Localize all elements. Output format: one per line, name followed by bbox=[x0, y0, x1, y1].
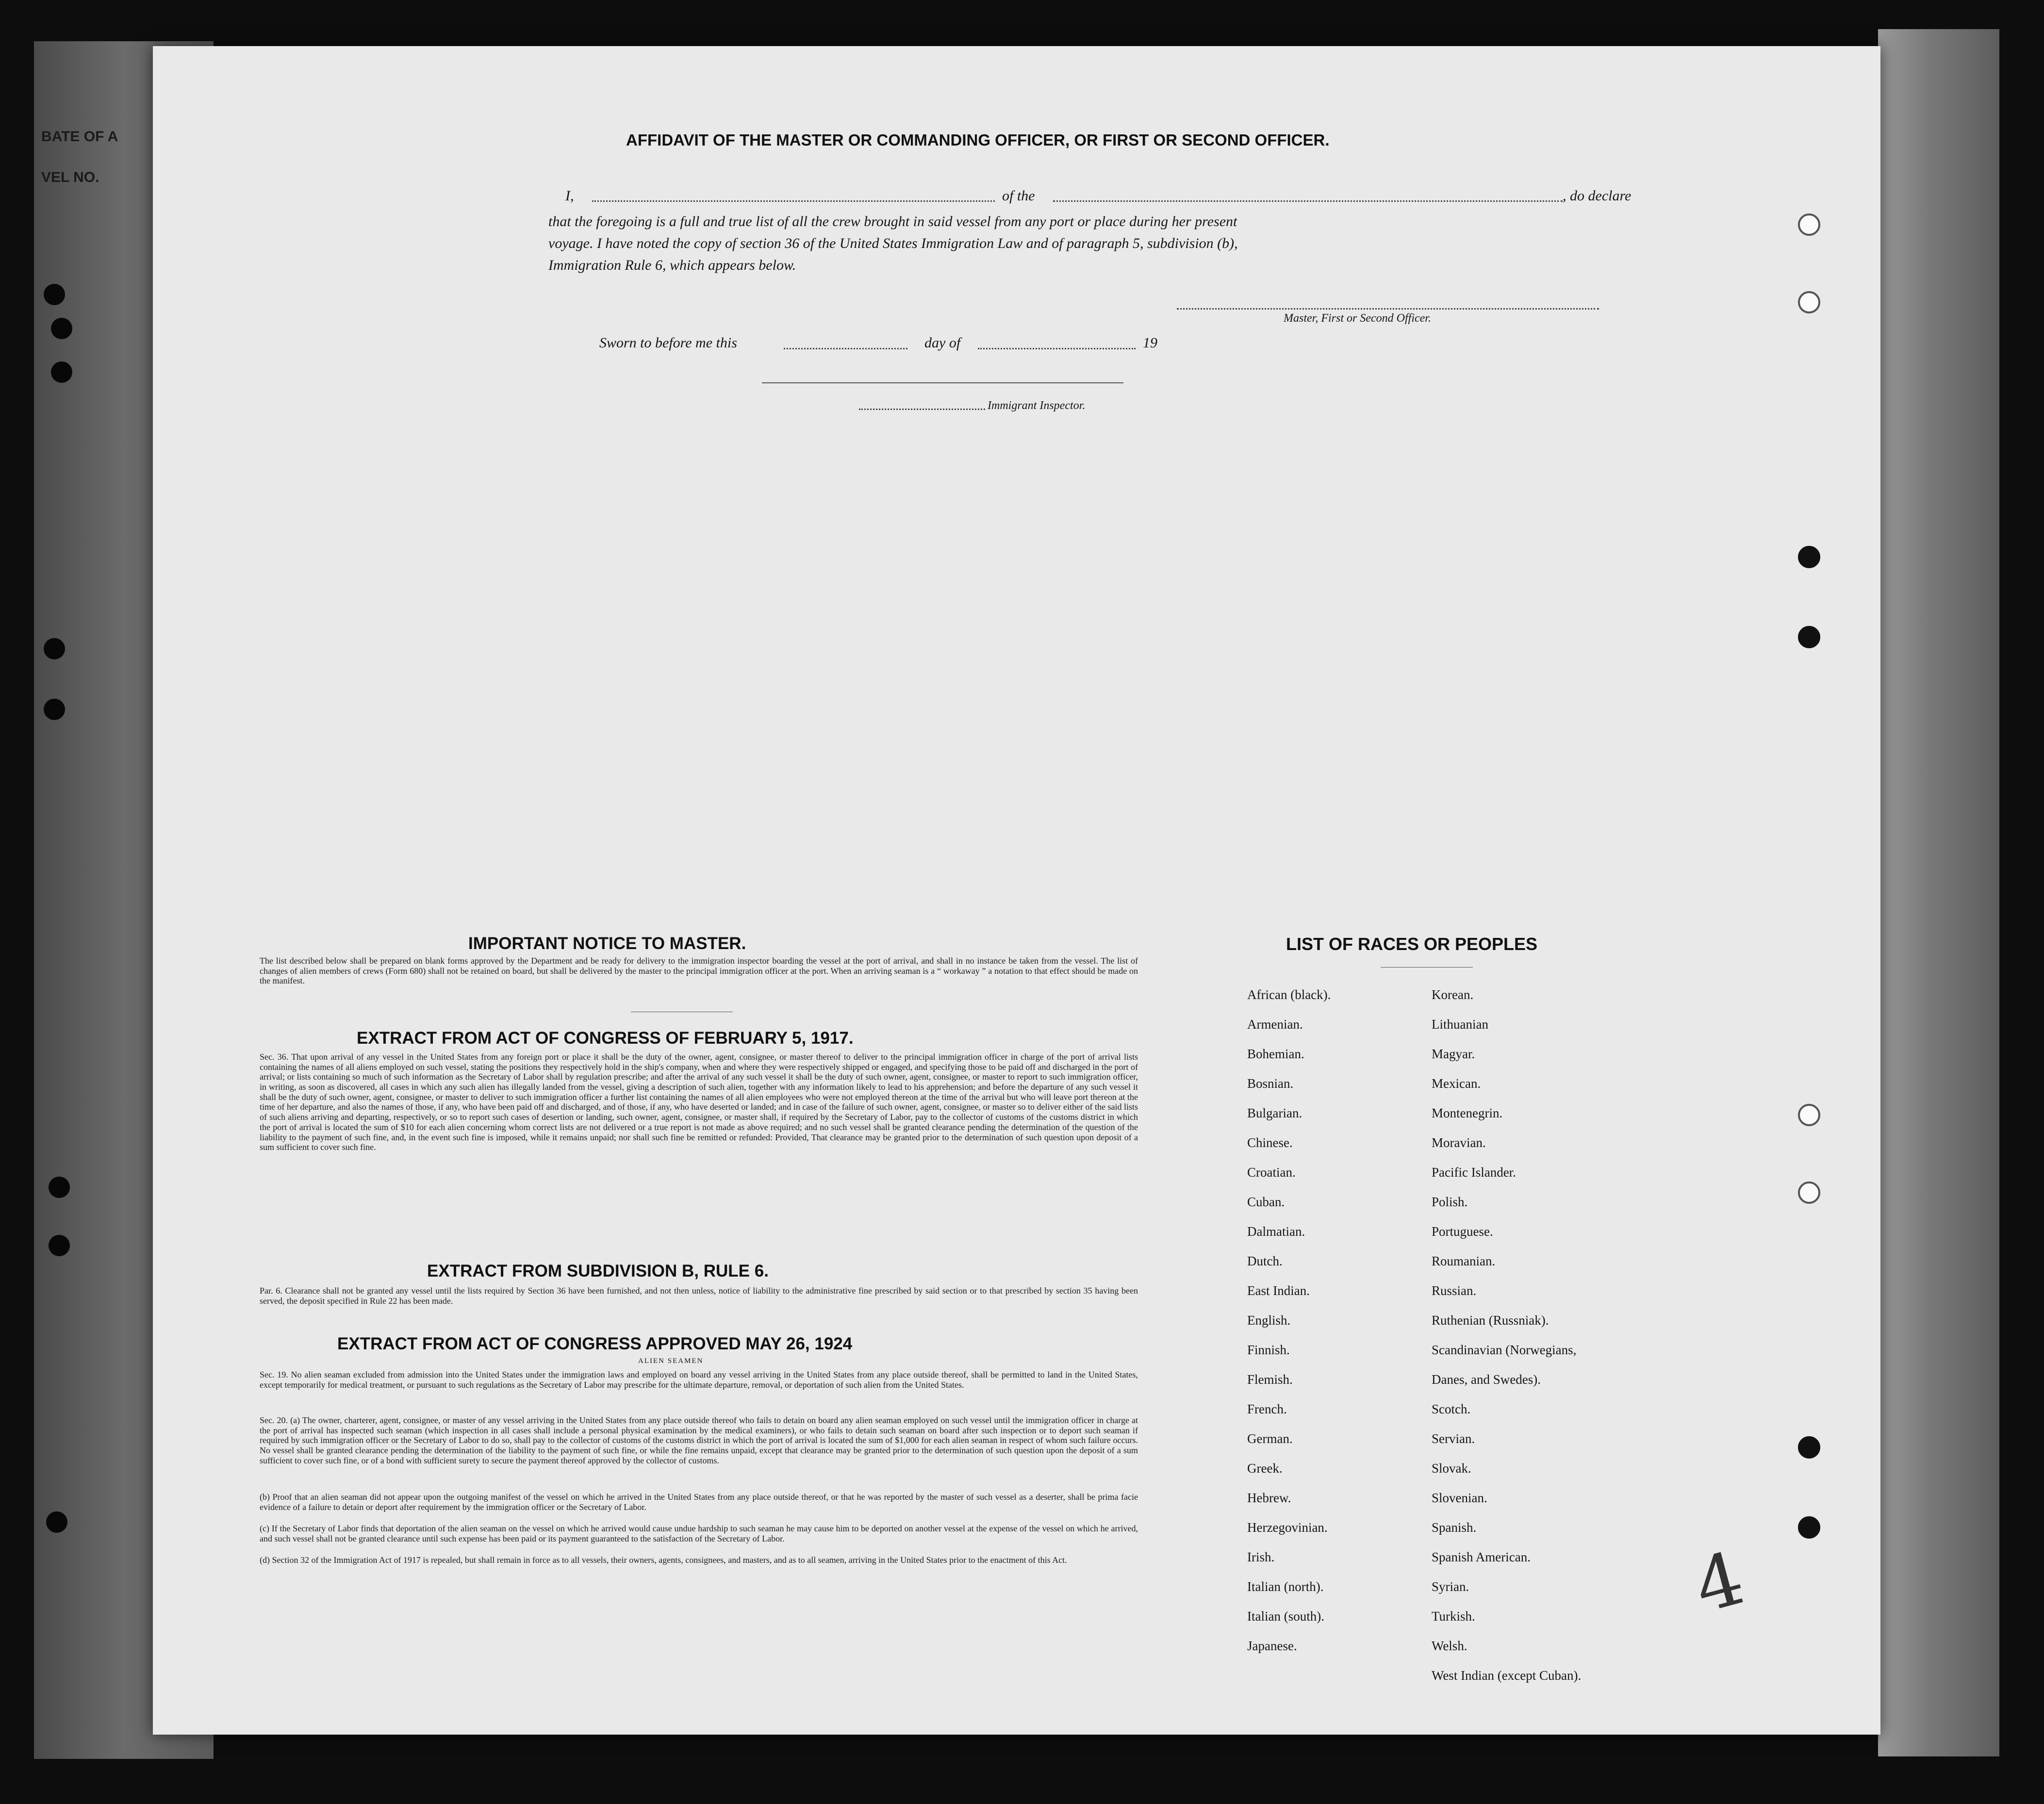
affidavit-line-4: Immigration Rule 6, which appears below. bbox=[548, 257, 796, 273]
ring-hole bbox=[1798, 1436, 1820, 1459]
name-blank-line bbox=[592, 200, 995, 202]
vessel-blank-line bbox=[1053, 200, 1563, 202]
races-right-column bbox=[1432, 987, 1581, 1698]
race-entry: Flemish. bbox=[1247, 1372, 1293, 1387]
race-entry: Chinese. bbox=[1247, 1135, 1293, 1150]
race-entry: Syrian. bbox=[1432, 1579, 1469, 1594]
sworn-label: Sworn to before me this bbox=[599, 335, 737, 351]
race-entry: German. bbox=[1247, 1431, 1293, 1446]
race-entry: Polish. bbox=[1432, 1195, 1468, 1209]
extract-1924-title: EXTRACT FROM ACT OF CONGRESS APPROVED MAY 26, 1924 bbox=[337, 1334, 853, 1353]
day-of-label: day of bbox=[924, 335, 961, 351]
race-entry: Bohemian. bbox=[1247, 1047, 1304, 1061]
punch-hole bbox=[44, 638, 65, 659]
affidavit-line-2: that the foregoing is a full and true list of all the crew brought in said vessel from any port or place during her present bbox=[548, 213, 1237, 230]
affidavit-line-3: voyage. I have noted the copy of section 36 of the United States Immigration Law and of paragraph 5, subdivision (b), bbox=[548, 235, 1238, 251]
race-entry: Slovenian. bbox=[1432, 1491, 1487, 1505]
extract-1924-sec19: Sec. 19. No alien seaman excluded from admission into the United States under the immigration laws and employed on board any vessel arriving in the United States from any place outside thereof, shall be permitted to land in the United States, except temporarily for medical treatment, or pursuant to such regulations as the Secretary of Labor may prescribe for the ultimate departure, removal, or deportation of such alien from the United States. bbox=[260, 1370, 1138, 1390]
race-entry: Ruthenian (Russniak). bbox=[1432, 1313, 1549, 1328]
race-entry: Spanish American. bbox=[1432, 1550, 1531, 1564]
race-entry: Greek. bbox=[1247, 1461, 1283, 1476]
race-entry: Finnish. bbox=[1247, 1343, 1290, 1357]
race-entry: West Indian (except Cuban). bbox=[1432, 1668, 1582, 1683]
ring-hole bbox=[1798, 291, 1820, 313]
extract-1917-body: Sec. 36. That upon arrival of any vessel in the United States from any foreign port or place it shall be the duty of the owner, agent, consignee, or master thereof to deliver to the principal immigration officer in charge of the port of arrival lists containing the names of all aliens employed on such vessel, stating the positions they respectively hold in the ship's company, when and where they were respectively shipped or engaged, and specifying those to be paid off and discharged in the port of arrival; or lists containing so much of such information as the Secretary of Labor shall by regulation prescribe; and after the arrival of any such vessel it shall be the duty of such owner, agent, consignee, or master to report to such immigration officer, in writing, as soon as discovered, all cases in which any such alien has illegally landed from the vessel, giving a description of such alien, together with any information likely to lead to his apprehension; and before the departure of any such vessel it shall be the duty of such owner, agent, consignee, or master to deliver to such immigration officer a further list containing the names of all alien employees who were not employed thereon at the time of the arrival but who will leave port thereon at the time of her departure, and also the names of those, if any, who have been paid off and discharged, and of those, if any, who have deserted or landed; and in case of the failure of such owner, agent, consignee, or master so to deliver either of the said lists of such aliens arriving and departing, respectively, or so to report such cases of desertion or landing, such owner, agent, consignee, or master shall, if required by the Secretary of Labor, pay to the collector of customs of the customs district in which the port of arrival is located the sum of $10 for each alien concerning whom correct lists are not delivered or a true report is not made as above required; and no such vessel shall be granted clearance pending the determination of the question of the liability to the payment of such fine, and, in the event such fine is imposed, while it remains unpaid; nor shall such fine be remitted or refunded: Provided, That clearance may be granted prior to the determination of such question upon deposit of a sum sufficient to cover such fine. bbox=[260, 1052, 1138, 1152]
race-entry: Russian. bbox=[1432, 1283, 1477, 1298]
race-entry: Italian (south). bbox=[1247, 1609, 1324, 1624]
sworn-day-line bbox=[784, 348, 907, 349]
extract-1924-sec20a: Sec. 20. (a) The owner, charterer, agent, consignee, or master of any vessel arriving in the United States from any place outside thereof who fails to detain on board any alien seaman employed on such vessel until the immigration officer in charge at the port of arrival has inspected such seaman (which inspection in all cases shall include a personal physical examination by the medical examiners), or who fails to detain such seaman on board after such inspection or to deport such seaman if required by such immigration officer or the Secretary of Labor to do so, shall pay to the collector of customs of the customs district in which the port of arrival is located the sum of $1,000 for each alien seaman in respect of whom such failure occurs. No vessel shall be granted clearance pending the determination of the liability to the payment of such fine, or while the fine remains unpaid, except that clearance may be granted prior to the determination of such question upon the deposit of a sum sufficient to cover such fine, or of a bond with sufficient surety to secure the payment thereof approved by the collector of customs. bbox=[260, 1415, 1138, 1465]
race-entry: Portuguese. bbox=[1432, 1224, 1493, 1239]
races-divider bbox=[1381, 967, 1473, 968]
race-entry: Cuban. bbox=[1247, 1195, 1285, 1209]
race-entry: African (black). bbox=[1247, 987, 1331, 1002]
form-page bbox=[153, 46, 1880, 1735]
race-entry: French. bbox=[1247, 1402, 1287, 1416]
race-entry: Servian. bbox=[1432, 1431, 1475, 1446]
race-entry: Armenian. bbox=[1247, 1017, 1303, 1032]
race-entry: Moravian. bbox=[1432, 1135, 1486, 1150]
year-label: 19 bbox=[1143, 335, 1157, 351]
back-page-right bbox=[1878, 29, 1999, 1756]
race-entry: Slovak. bbox=[1432, 1461, 1471, 1476]
notice-title: IMPORTANT NOTICE TO MASTER. bbox=[468, 934, 746, 953]
ring-hole bbox=[1798, 213, 1820, 236]
race-entry: Herzegovinian. bbox=[1247, 1520, 1328, 1535]
race-entry: Scandinavian (Norwegians, bbox=[1432, 1343, 1577, 1357]
race-entry: Lithuanian bbox=[1432, 1017, 1488, 1032]
race-entry: English. bbox=[1247, 1313, 1291, 1328]
handwritten-margin-note: 4 bbox=[1686, 1536, 1753, 1630]
ring-hole bbox=[1798, 626, 1820, 648]
ring-hole bbox=[1798, 1181, 1820, 1204]
master-signature-label: Master, First or Second Officer. bbox=[1284, 312, 1431, 325]
race-entry: Bulgarian. bbox=[1247, 1106, 1302, 1120]
race-entry: Dalmatian. bbox=[1247, 1224, 1305, 1239]
notice-body: The list described below shall be prepared on blank forms approved by the Department and be ready for delivery to the immigration inspector boarding the vessel at the port of arrival, and shall in no instance be taken from the vessel. The list of changes of alien members of crews (Form 680) shall not be retained on board, but shall be delivered by the master to the principal immigration officer at the port. When an arriving seaman is a “ workaway ” a notation to that effect should be made on the manifest. bbox=[260, 956, 1138, 986]
race-entry: Montenegrin. bbox=[1432, 1106, 1503, 1120]
race-entry: Korean. bbox=[1432, 987, 1474, 1002]
race-entry: Roumanian. bbox=[1432, 1254, 1496, 1268]
back-stub-line: VEL NO. bbox=[41, 169, 99, 185]
race-entry: Italian (north). bbox=[1247, 1579, 1324, 1594]
extract-1924-sec20c: (c) If the Secretary of Labor finds that deportation of the alien seaman on the vessel on which he arrived would cause undue hardship to such seaman he may cause him to be deported on another vessel at the expense of the vessel on which he arrived, and such vessel shall not be granted clearance until such expense has been paid or its payment guaranteed to the satisfaction of the Secretary of Labor. bbox=[260, 1524, 1138, 1543]
race-entry: Dutch. bbox=[1247, 1254, 1283, 1268]
punch-hole bbox=[44, 284, 65, 305]
inspector-label: Immigrant Inspector. bbox=[988, 399, 1086, 412]
race-entry: Spanish. bbox=[1432, 1520, 1477, 1535]
race-entry: Mexican. bbox=[1432, 1076, 1481, 1091]
sworn-month-line bbox=[978, 348, 1136, 349]
back-page-stub bbox=[41, 129, 118, 186]
master-signature-line bbox=[1177, 308, 1599, 310]
punch-hole bbox=[49, 1177, 70, 1198]
inspector-dotted-line bbox=[859, 409, 985, 410]
punch-hole bbox=[44, 699, 65, 720]
race-entry: Bosnian. bbox=[1247, 1076, 1294, 1091]
races-title: LIST OF RACES OR PEOPLES bbox=[1286, 934, 1538, 954]
extract-1917-title: EXTRACT FROM ACT OF CONGRESS OF FEBRUARY 5, 1917. bbox=[357, 1029, 854, 1048]
affidavit-do-declare: , do declare bbox=[1563, 188, 1632, 204]
race-entry: Turkish. bbox=[1432, 1609, 1475, 1624]
race-entry: Hebrew. bbox=[1247, 1491, 1291, 1505]
race-entry: Welsh. bbox=[1432, 1639, 1467, 1653]
extract-rule6-body: Par. 6. Clearance shall not be granted any vessel until the lists required by Section 36 have been furnished, and not then unless, notice of liability to the administrative fine prescribed by said section or to that prescribed by section 35 having been served, the deposit specified in Rule 22 has been made. bbox=[260, 1286, 1138, 1306]
race-entry: Croatian. bbox=[1247, 1165, 1296, 1180]
ring-hole bbox=[1798, 1516, 1820, 1539]
affidavit-title: AFFIDAVIT OF THE MASTER OR COMMANDING OFFICER, OR FIRST OR SECOND OFFICER. bbox=[626, 131, 1330, 149]
extract-1924-subtitle: ALIEN SEAMEN bbox=[638, 1357, 704, 1365]
race-entry: Japanese. bbox=[1247, 1639, 1297, 1653]
ring-hole bbox=[1798, 1104, 1820, 1126]
punch-hole bbox=[51, 361, 72, 383]
inspector-signature-line bbox=[762, 382, 1123, 383]
race-entry: Magyar. bbox=[1432, 1047, 1475, 1061]
affidavit-intro-i: I, bbox=[565, 188, 574, 204]
extract-1924-sec20d: (d) Section 32 of the Immigration Act of 1917 is repealed, but shall remain in force as to all vessels, their owners, agents, consignees, and masters, and as to all seamen, arriving in the United States prior to the enactment of this Act. bbox=[260, 1555, 1067, 1565]
race-entry: Scotch. bbox=[1432, 1402, 1471, 1416]
punch-hole bbox=[49, 1235, 70, 1256]
race-entry: Pacific Islander. bbox=[1432, 1165, 1516, 1180]
back-stub-line: BATE OF A bbox=[41, 129, 118, 145]
extract-rule6-title: EXTRACT FROM SUBDIVISION B, RULE 6. bbox=[427, 1262, 769, 1280]
punch-hole bbox=[51, 318, 72, 339]
punch-hole bbox=[46, 1511, 67, 1533]
race-entry: East Indian. bbox=[1247, 1283, 1310, 1298]
ring-hole bbox=[1798, 546, 1820, 568]
affidavit-of-the: of the bbox=[1002, 188, 1035, 204]
race-entry: Danes, and Swedes). bbox=[1432, 1372, 1541, 1387]
extract-1924-sec20b: (b) Proof that an alien seaman did not appear upon the outgoing manifest of the vessel on which he arrived in the United States from any place outside thereof, or that he was reported by the master of such vessel as a deserter, shall be prima facie evidence of a failure to detain or deport after requirement by the immigration officer or the Secretary of Labor. bbox=[260, 1492, 1138, 1512]
races-left-column bbox=[1247, 987, 1331, 1668]
race-entry: Irish. bbox=[1247, 1550, 1275, 1564]
